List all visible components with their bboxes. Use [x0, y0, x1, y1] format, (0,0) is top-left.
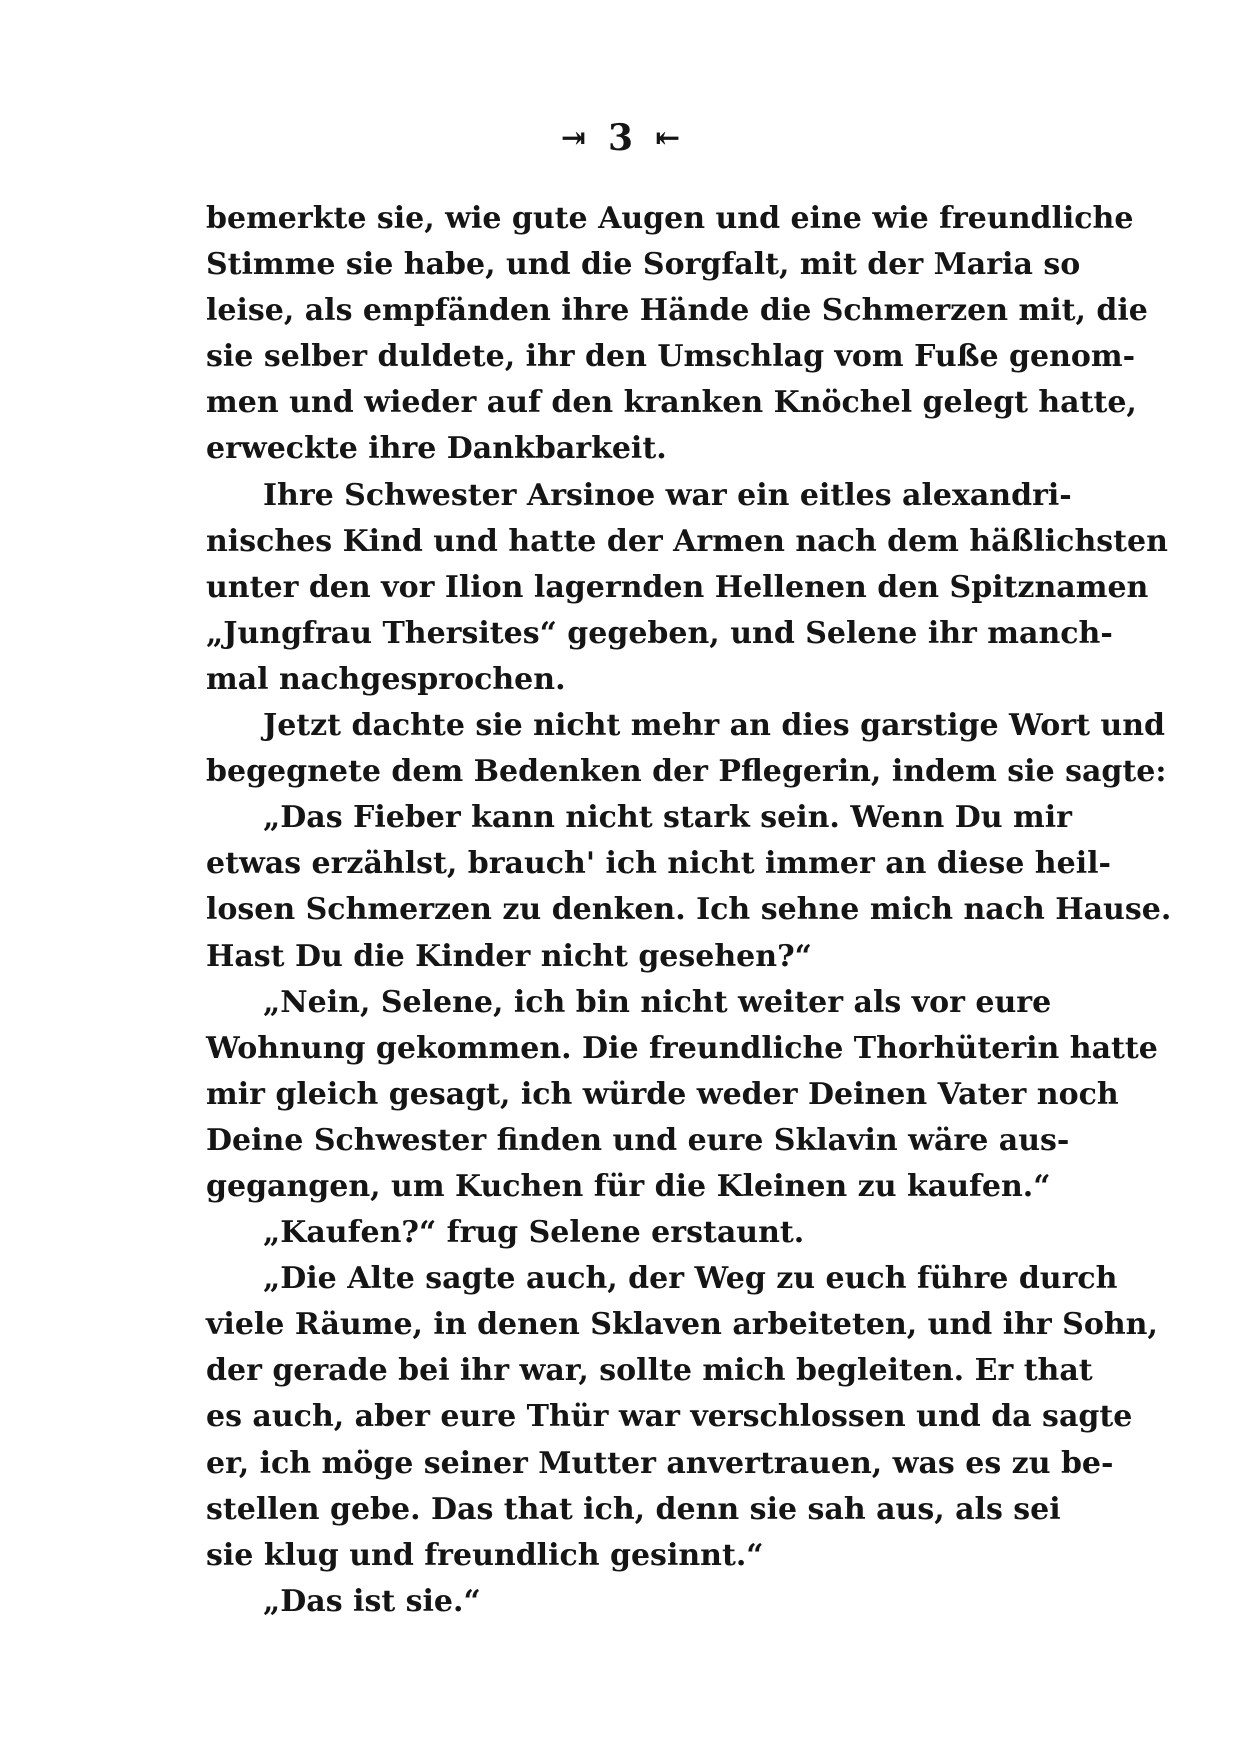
- text-line: er, ich möge seiner Mutter anvertrauen, was es zu be-: [206, 1445, 1114, 1481]
- text-line: mir gleich gesagt, ich würde weder Deinen Vater noch: [206, 1076, 1119, 1112]
- text-line: sie klug und freundlich gesinnt.“: [206, 1537, 764, 1573]
- text-line: „Das ist sie.“: [263, 1583, 481, 1619]
- text-line: der gerade bei ihr war, sollte mich begleiten. Er that: [206, 1353, 1093, 1389]
- text-line: „Nein, Selene, ich bin nicht weiter als vor eure: [263, 984, 1052, 1020]
- text-line: begegnete dem Bedenken der Pflegerin, indem sie sagte:: [206, 754, 1167, 790]
- text-line: viele Räume, in denen Sklaven arbeiteten, und ihr Sohn,: [206, 1307, 1158, 1343]
- text-line: bemerkte sie, wie gute Augen und eine wie freundliche: [206, 201, 1134, 236]
- text-line: stellen gebe. Das that ich, denn sie sah aus, als sei: [206, 1491, 1061, 1527]
- text-line: sie selber duldete, ihr den Umschlag vom Fuße genom-: [206, 339, 1136, 375]
- text-line: Deine Schwester finden und eure Sklavin wäre aus-: [206, 1122, 1070, 1158]
- text-line: men und wieder auf den kranken Knöchel gelegt hatte,: [206, 385, 1137, 421]
- right-arrow-ornament-icon: ⇤: [655, 121, 681, 156]
- page-number: 3: [607, 117, 634, 159]
- left-arrow-ornament-icon: ⇥: [560, 121, 586, 156]
- text-line: losen Schmerzen zu denken. Ich sehne mich nach Hause.: [206, 892, 1172, 928]
- body-text: [206, 196, 1172, 1625]
- text-line: gegangen, um Kuchen für die Kleinen zu kaufen.“: [206, 1168, 1051, 1204]
- text-line: Jetzt dachte sie nicht mehr an dies garstige Wort und: [263, 708, 1165, 744]
- text-line: erweckte ihre Dankbarkeit.: [206, 431, 667, 467]
- page-header: [0, 118, 1241, 159]
- text-line: Ihre Schwester Arsinoe war ein eitles alexandri-: [263, 477, 1072, 513]
- text-line: unter den vor Ilion lagernden Hellenen den Spitznamen: [206, 569, 1149, 605]
- text-line: etwas erzählst, brauch' ich nicht immer an diese heil-: [206, 846, 1111, 882]
- text-line: „Die Alte sagte auch, der Weg zu euch führe durch: [263, 1261, 1118, 1297]
- text-line: mal nachgesprochen.: [206, 661, 566, 697]
- text-line: Hast Du die Kinder nicht gesehen?“: [206, 938, 812, 974]
- text-line: „Kaufen?“ frug Selene erstaunt.: [263, 1215, 805, 1251]
- text-line: es auch, aber eure Thür war verschlossen und da sagte: [206, 1399, 1133, 1435]
- text-line: Stimme sie habe, und die Sorgfalt, mit der Maria so: [206, 247, 1081, 283]
- text-line: „Das Fieber kann nicht stark sein. Wenn Du mir: [263, 800, 1072, 836]
- text-line: leise, als empfänden ihre Hände die Schmerzen mit, die: [206, 293, 1148, 329]
- text-line: nisches Kind und hatte der Armen nach dem häßlichsten: [206, 523, 1168, 559]
- text-line: „Jungfrau Thersites“ gegeben, und Selene ihr manch-: [206, 615, 1113, 651]
- text-line: Wohnung gekommen. Die freundliche Thorhüterin hatte: [206, 1030, 1158, 1066]
